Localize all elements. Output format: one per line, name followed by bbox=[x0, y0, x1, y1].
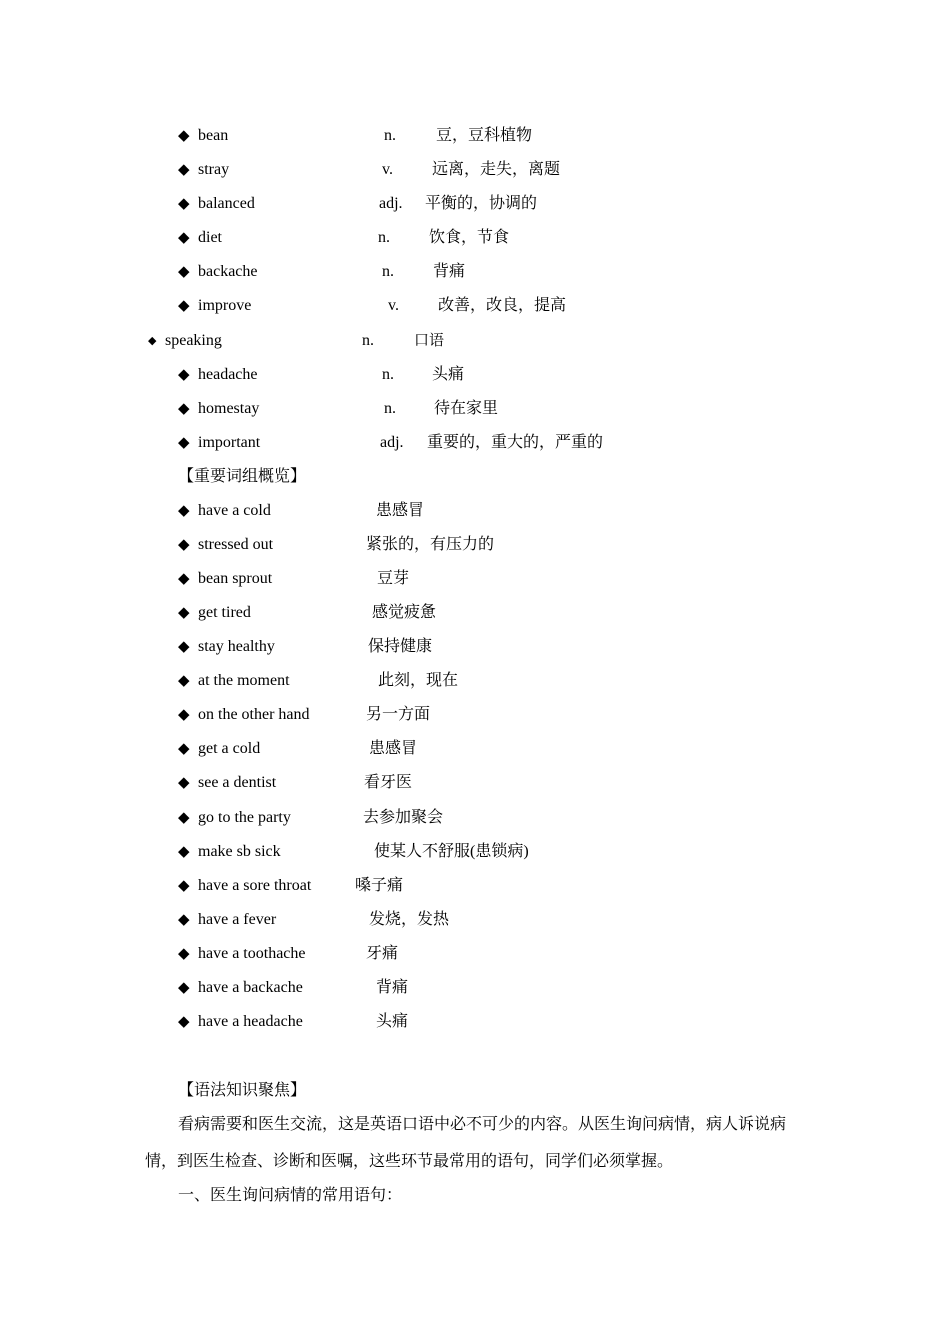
phrase-row bbox=[0, 669, 950, 693]
phrase-row bbox=[0, 635, 950, 659]
diamond-bullet-icon: ◆ bbox=[178, 1014, 190, 1030]
phrase-meaning: 去参加聚会 bbox=[363, 809, 444, 826]
vocab-meaning: 平衡的，协调的 bbox=[425, 195, 538, 212]
diamond-bullet-icon: ◆ bbox=[178, 162, 190, 178]
vocab-row bbox=[0, 124, 950, 148]
vocab-meaning: 待在家里 bbox=[434, 400, 499, 417]
diamond-bullet-icon: ◆ bbox=[178, 298, 190, 314]
phrase-meaning: 牙痛 bbox=[366, 945, 399, 962]
phrase-row bbox=[0, 499, 950, 523]
vocab-meaning: 重要的，重大的，严重的 bbox=[427, 434, 604, 451]
phrase-text: have a sore throat bbox=[198, 877, 312, 894]
phrase-meaning: 使某人不舒服(患锁病) bbox=[374, 843, 529, 860]
phrase-row bbox=[0, 840, 950, 864]
vocab-row bbox=[0, 192, 950, 216]
diamond-bullet-icon: ◆ bbox=[178, 503, 190, 519]
vocab-pos: adj. bbox=[379, 195, 403, 212]
phrase-row bbox=[0, 703, 950, 727]
phrase-meaning: 头痛 bbox=[376, 1013, 409, 1030]
vocab-word: diet bbox=[198, 229, 222, 246]
phrase-meaning: 另一方面 bbox=[366, 706, 431, 723]
vocab-pos: v. bbox=[388, 297, 399, 314]
vocab-row bbox=[0, 260, 950, 284]
phrase-text: go to the party bbox=[198, 809, 291, 826]
diamond-bullet-icon: ◆ bbox=[178, 537, 190, 553]
vocab-word: backache bbox=[198, 263, 258, 280]
diamond-bullet-icon: ◆ bbox=[178, 401, 190, 417]
diamond-bullet-icon: ◆ bbox=[148, 335, 157, 347]
phrase-text: get a cold bbox=[198, 740, 261, 757]
vocab-row bbox=[0, 158, 950, 182]
phrase-text: stay healthy bbox=[198, 638, 275, 655]
phrase-row bbox=[0, 601, 950, 625]
diamond-bullet-icon: ◆ bbox=[178, 946, 190, 962]
vocab-pos: n. bbox=[378, 229, 390, 246]
diamond-bullet-icon: ◆ bbox=[178, 367, 190, 383]
vocab-row bbox=[0, 397, 950, 421]
vocab-pos: v. bbox=[382, 161, 393, 178]
diamond-bullet-icon: ◆ bbox=[178, 639, 190, 655]
diamond-bullet-icon: ◆ bbox=[178, 264, 190, 280]
diamond-bullet-icon: ◆ bbox=[178, 571, 190, 587]
vocab-meaning: 头痛 bbox=[432, 366, 465, 383]
vocab-word: stray bbox=[198, 161, 230, 178]
phrase-meaning: 紧张的，有压力的 bbox=[366, 536, 495, 553]
phrase-row bbox=[0, 806, 950, 830]
phrase-text: get tired bbox=[198, 604, 251, 621]
diamond-bullet-icon: ◆ bbox=[178, 878, 190, 894]
section-one-heading: 一、医生询问病情的常用语句： bbox=[178, 1187, 403, 1204]
phrase-text: have a toothache bbox=[198, 945, 306, 962]
phrase-text: stressed out bbox=[198, 536, 274, 553]
phrase-meaning: 患感冒 bbox=[376, 502, 425, 519]
phrase-meaning: 背痛 bbox=[376, 979, 409, 996]
vocab-word: improve bbox=[198, 297, 252, 314]
phrase-meaning: 保持健康 bbox=[368, 638, 433, 655]
vocab-meaning: 饮食，节食 bbox=[429, 229, 510, 246]
diamond-bullet-icon: ◆ bbox=[178, 844, 190, 860]
phrase-meaning: 此刻，现在 bbox=[378, 672, 459, 689]
phrase-row bbox=[0, 976, 950, 1000]
phrase-text: have a headache bbox=[198, 1013, 303, 1030]
diamond-bullet-icon: ◆ bbox=[178, 435, 190, 451]
vocab-word: important bbox=[198, 434, 261, 451]
phrase-text: have a fever bbox=[198, 911, 277, 928]
vocab-meaning: 口语 bbox=[414, 333, 445, 349]
phrase-text: at the moment bbox=[198, 672, 290, 689]
vocab-meaning: 远离，走失，离题 bbox=[432, 161, 561, 178]
phrases-heading: 【重要词组概览】 bbox=[178, 468, 307, 485]
diamond-bullet-icon: ◆ bbox=[178, 196, 190, 212]
vocab-pos: n. bbox=[362, 332, 374, 349]
vocab-row bbox=[0, 226, 950, 250]
diamond-bullet-icon: ◆ bbox=[178, 980, 190, 996]
phrase-row bbox=[0, 1010, 950, 1034]
phrase-text: have a cold bbox=[198, 502, 271, 519]
diamond-bullet-icon: ◆ bbox=[178, 741, 190, 757]
phrase-text: see a dentist bbox=[198, 774, 277, 791]
vocab-pos: adj. bbox=[380, 434, 404, 451]
vocab-pos: n. bbox=[384, 127, 396, 144]
diamond-bullet-icon: ◆ bbox=[178, 707, 190, 723]
phrase-row bbox=[0, 567, 950, 591]
phrase-meaning: 豆芽 bbox=[377, 570, 410, 587]
vocab-pos: n. bbox=[384, 400, 396, 417]
phrase-row bbox=[0, 942, 950, 966]
vocab-word: bean bbox=[198, 127, 229, 144]
vocab-row bbox=[0, 294, 950, 318]
diamond-bullet-icon: ◆ bbox=[178, 810, 190, 826]
phrase-row bbox=[0, 737, 950, 761]
diamond-bullet-icon: ◆ bbox=[178, 775, 190, 791]
phrase-row bbox=[0, 533, 950, 557]
diamond-bullet-icon: ◆ bbox=[178, 128, 190, 144]
vocab-row bbox=[0, 363, 950, 387]
diamond-bullet-icon: ◆ bbox=[178, 230, 190, 246]
vocab-meaning: 改善，改良，提高 bbox=[438, 297, 567, 314]
phrase-text: on the other hand bbox=[198, 706, 310, 723]
vocab-meaning: 背痛 bbox=[433, 263, 466, 280]
phrase-text: have a backache bbox=[198, 979, 303, 996]
vocab-row bbox=[0, 329, 950, 353]
diamond-bullet-icon: ◆ bbox=[178, 673, 190, 689]
phrase-text: make sb sick bbox=[198, 843, 281, 860]
phrase-meaning: 感觉疲惫 bbox=[372, 604, 437, 621]
diamond-bullet-icon: ◆ bbox=[178, 605, 190, 621]
phrase-row bbox=[0, 771, 950, 795]
phrase-meaning: 患感冒 bbox=[369, 740, 418, 757]
phrase-meaning: 看牙医 bbox=[364, 774, 413, 791]
phrase-meaning: 发烧，发热 bbox=[369, 911, 450, 928]
vocab-meaning: 豆，豆科植物 bbox=[436, 127, 533, 144]
vocab-word: balanced bbox=[198, 195, 255, 212]
phrase-row bbox=[0, 874, 950, 898]
vocab-pos: n. bbox=[382, 263, 394, 280]
grammar-paragraph-line-1: 看病需要和医生交流，这是英语口语中必不可少的内容。从医生询问病情，病人诉说病 bbox=[178, 1116, 787, 1133]
vocab-pos: n. bbox=[382, 366, 394, 383]
vocab-word: homestay bbox=[198, 400, 260, 417]
vocab-word: headache bbox=[198, 366, 258, 383]
phrase-row bbox=[0, 908, 950, 932]
phrase-text: bean sprout bbox=[198, 570, 273, 587]
grammar-paragraph-line-2: 情，到医生检查、诊断和医嘱，这些环节最常用的语句，同学们必须掌握。 bbox=[145, 1153, 674, 1170]
vocab-word: speaking bbox=[165, 332, 222, 349]
grammar-heading: 【语法知识聚焦】 bbox=[178, 1082, 307, 1099]
vocab-row bbox=[0, 431, 950, 455]
diamond-bullet-icon: ◆ bbox=[178, 912, 190, 928]
phrase-meaning: 嗓子痛 bbox=[355, 877, 404, 894]
